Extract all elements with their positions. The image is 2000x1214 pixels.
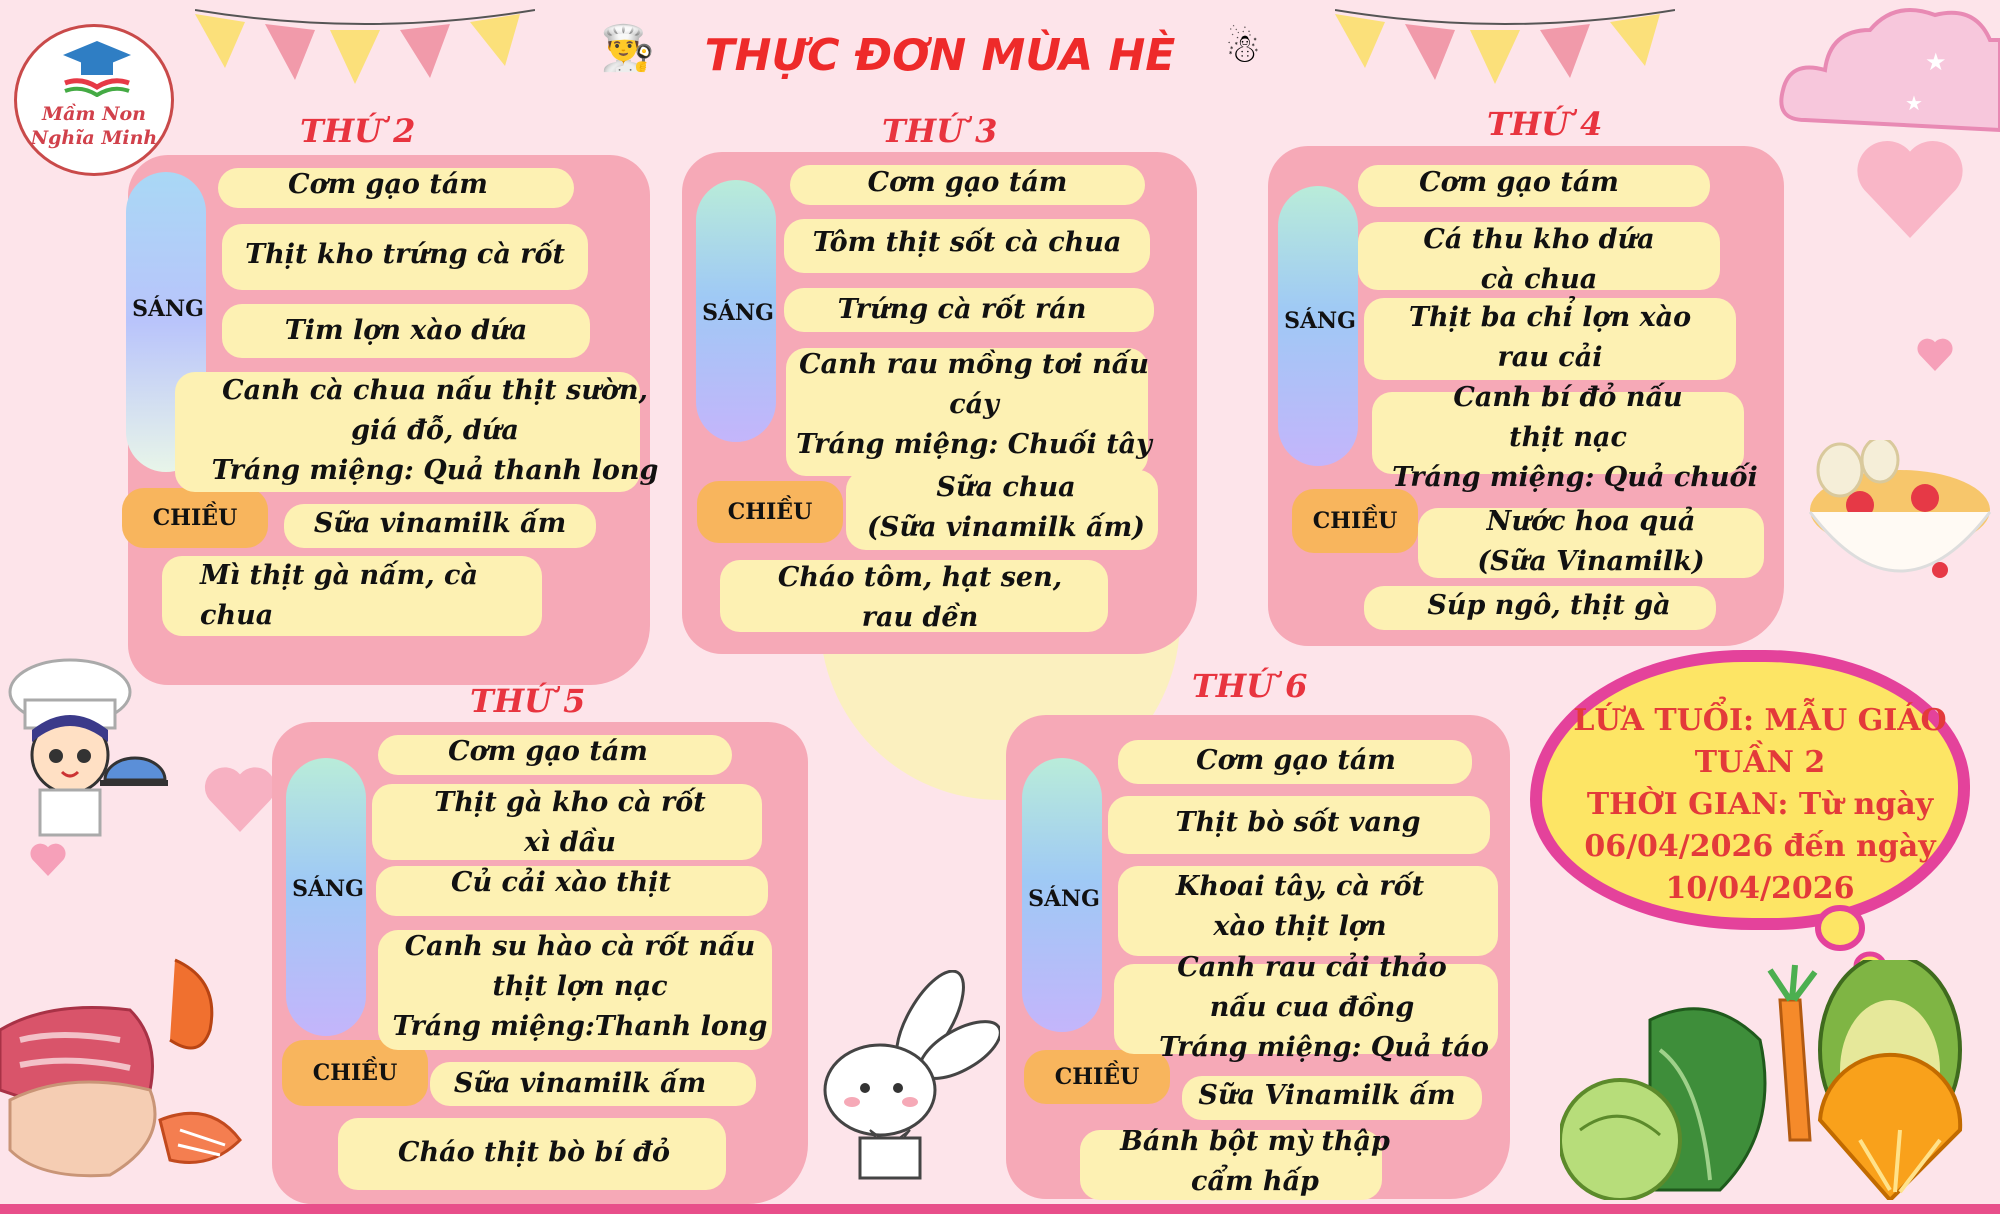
bunting-right-decoration (1335, 8, 1675, 88)
label-sang-wed: SÁNG (1284, 308, 1356, 334)
menu-item-wed-snack: Súp ngô, thịt gà (1427, 590, 1671, 621)
label-sang-tue: SÁNG (702, 300, 774, 326)
soup-bowl-illustration (1800, 440, 2000, 620)
menu-item-tue-1: Cơm gạo tám (867, 167, 1068, 198)
chef-icon: 👨‍🍳 (600, 23, 655, 74)
menu-item-wed-4: Canh bí đỏ nấu thịt nạc (1453, 382, 1683, 453)
menu-item-wed-dessert: Tráng miệng: Quả chuối (1392, 462, 1758, 493)
label-chieu-mon: CHIỀU (122, 488, 268, 548)
menu-item-fri-dessert: Tráng miệng: Quả táo (1159, 1032, 1489, 1063)
label-chieu-fri: CHIỀU (1024, 1050, 1170, 1104)
meat-seafood-illustration (0, 950, 260, 1180)
menu-item-tue-milk: Sữa chua (Sữa vinamilk ấm) (867, 472, 1145, 543)
label-sang-fri: SÁNG (1028, 886, 1100, 912)
info-time-label: THỜI GIAN: Từ ngày (1586, 787, 1934, 822)
info-block (1540, 700, 1980, 910)
menu-item-thu-2: Thịt gà kho cà rốt xì dầu (434, 787, 706, 858)
menu-item-tue-dessert: Tráng miệng: Chuối tây (796, 429, 1152, 460)
label-chieu-tue: CHIỀU (697, 481, 843, 543)
menu-item-tue-2: Tôm thịt sốt cà chua (812, 227, 1122, 258)
svg-text:★: ★ (1905, 91, 1923, 115)
menu-item-mon-snack: Mì thịt gà nấm, cà chua (200, 560, 478, 631)
school-logo (14, 24, 174, 176)
label-chieu-wed: CHIỀU (1292, 489, 1418, 553)
menu-item-mon-1: Cơm gạo tám (288, 169, 488, 200)
label-sang-thu: SÁNG (292, 876, 364, 902)
menu-item-tue-4: Canh rau mồng tơi nấu cáy (799, 349, 1149, 420)
day-title-thu: THỨ 5 (470, 682, 586, 720)
menu-item-mon-2: Thịt kho trứng cà rốt (245, 239, 565, 270)
svg-text:★: ★ (1925, 48, 1947, 76)
menu-item-fri-milk: Sữa Vinamilk ấm (1198, 1080, 1456, 1111)
menu-item-thu-3: Củ cải xào thịt (451, 867, 671, 898)
menu-item-thu-dessert: Tráng miệng:Thanh long (392, 1011, 768, 1042)
bunting-left-decoration (195, 8, 535, 88)
heart-decoration-large (1850, 130, 1970, 250)
menu-item-wed-milk: Nước hoa quả (Sữa Vinamilk) (1477, 506, 1705, 577)
menu-item-fri-3: Khoai tây, cà rốt xào thịt lợn (1175, 871, 1425, 942)
cloud-decoration (1775, 0, 2000, 140)
menu-item-mon-milk: Sữa vinamilk ấm (313, 508, 567, 539)
label-sang-mon: SÁNG (132, 296, 204, 322)
menu-item-wed-2: Cá thu kho dứa cà chua (1423, 224, 1655, 295)
info-age: LỨA TUỔI: MẪU GIÁO (1573, 703, 1947, 738)
snowman-icon: ☃ (1225, 26, 1261, 72)
day-title-fri: THỨ 6 (1192, 667, 1308, 705)
vegetables-illustration (1560, 960, 2000, 1200)
bunny-illustration (810, 970, 1000, 1180)
info-date-range: 06/04/2026 đến ngày (1584, 829, 1936, 864)
menu-item-thu-milk: Sữa vinamilk ấm (453, 1068, 707, 1099)
info-week: TUẦN 2 (1694, 745, 1826, 780)
info-end-date: 10/04/2026 (1665, 871, 1855, 906)
menu-item-fri-snack: Bánh bột mỳ thập cẩm hấp (1120, 1126, 1390, 1197)
menu-item-tue-snack: Cháo tôm, hạt sen, rau dền (777, 562, 1063, 633)
menu-item-fri-2: Thịt bò sốt vang (1175, 807, 1421, 838)
menu-item-mon-dessert: Tráng miệng: Quả thanh long (211, 455, 659, 486)
page-title: THỰC ĐƠN MÙA HÈ (704, 30, 1176, 81)
menu-item-wed-1: Cơm gạo tám (1419, 167, 1619, 198)
menu-item-tue-3: Trứng cà rốt rán (837, 294, 1087, 325)
chef-kid-illustration (0, 650, 170, 840)
day-title-tue: THỨ 3 (882, 112, 998, 150)
label-chieu-thu: CHIỀU (282, 1040, 428, 1106)
heart-decoration-tiny (28, 840, 68, 880)
bottom-border (0, 1204, 2000, 1214)
graduation-cap-icon (61, 37, 133, 97)
logo-line-1: Mầm Non (42, 103, 146, 125)
menu-item-fri-4: Canh rau cải thảo nấu cua đồng (1177, 952, 1447, 1023)
menu-item-thu-4: Canh su hào cà rốt nấu thịt lợn nạc (404, 931, 756, 1002)
menu-item-mon-3: Tim lợn xào dứa (284, 315, 528, 346)
menu-item-mon-4: Canh cà chua nấu thịt sườn, giá đỗ, dứa (222, 375, 648, 446)
menu-item-thu-snack: Cháo thịt bò bí đỏ (398, 1137, 670, 1168)
heart-decoration-small (1915, 335, 1955, 375)
menu-item-thu-1: Cơm gạo tám (448, 736, 648, 767)
menu-item-wed-3: Thịt ba chỉ lợn xào rau cải (1408, 302, 1692, 373)
day-title-wed: THỨ 4 (1487, 105, 1603, 143)
menu-item-fri-1: Cơm gạo tám (1196, 745, 1396, 776)
day-title-mon: THỨ 2 (300, 112, 416, 150)
logo-line-2: Nghĩa Minh (30, 127, 158, 149)
